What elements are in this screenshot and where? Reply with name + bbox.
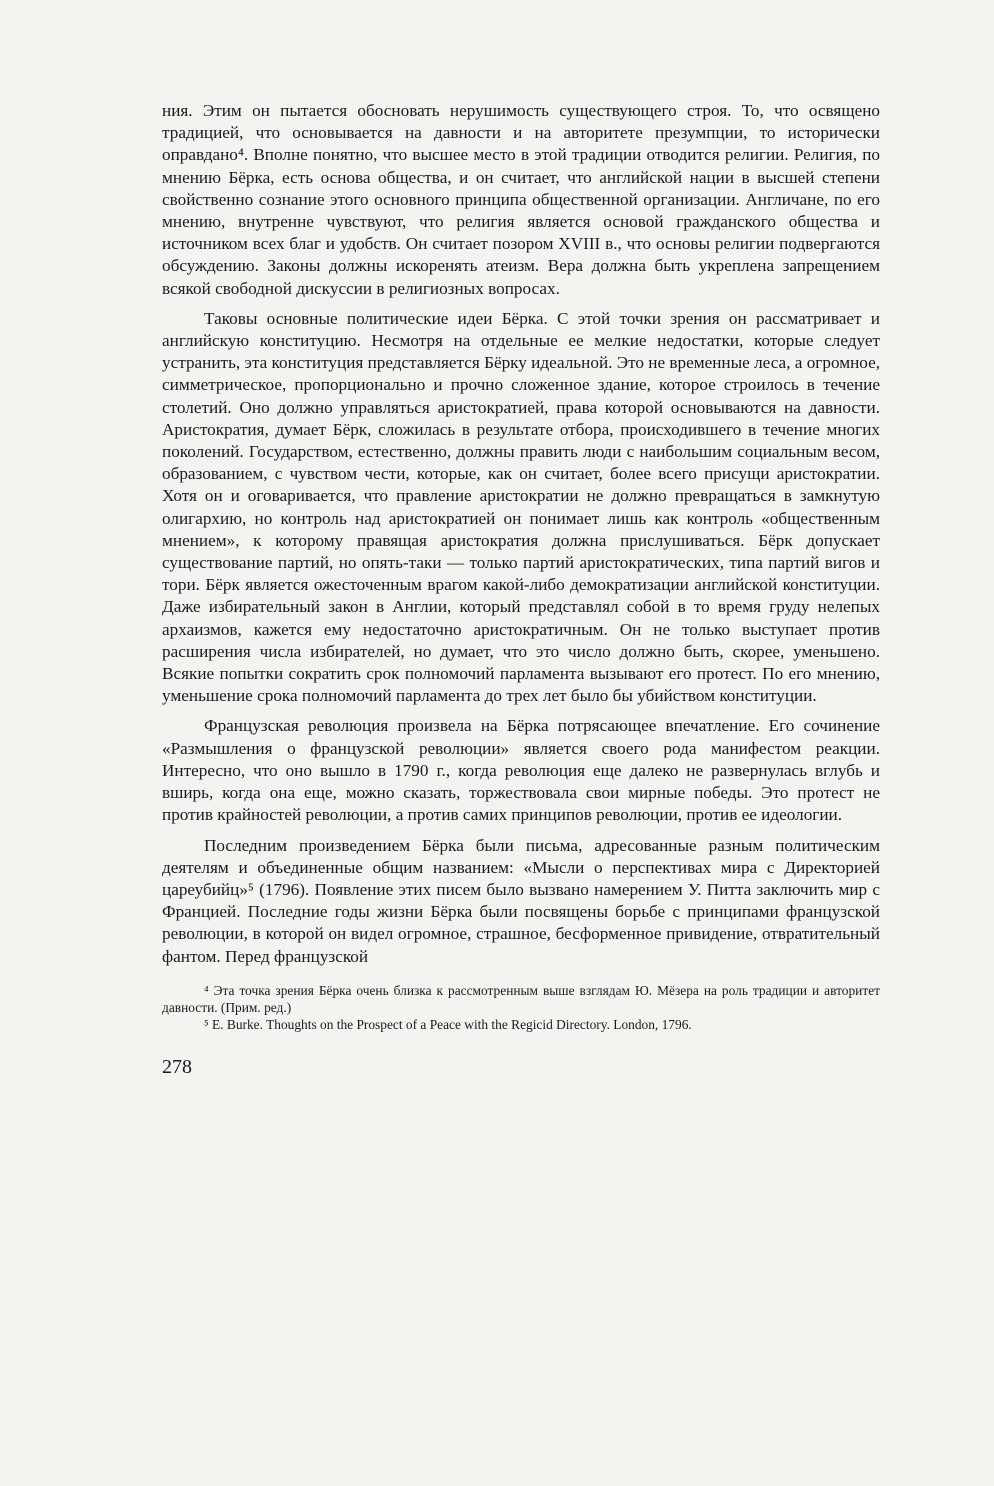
paragraph-2: Таковы основные политические идеи Бёрка. С этой точки зрения он рассматривает и английскую конституцию. Несмотря на отдельные ее мелкие недостатки, которые следует устранить, эта конституция представляется Бёрку идеальной. Это не временные леса, а огромное, симметрическое, пропорционально и прочно сложенное здание, которое строилось в течение столетий. Оно должно управляться аристократией, права которой основываются на давности. Аристократия, думает Бёрк, сложилась в результате отбора, происходившего в течение многих поколений. Государством, естественно, должны править люди с наибольшим социальным весом, образованием, с чувством чести, которые, как он считает, более всего присущи аристократии. Хотя он и оговаривается, что правление аристократии не должно превращаться в замкнутую олигархию, но контроль над аристократией он понимает лишь как контроль «общественным мнением», к которому правящая аристократия должна прислушиваться. Бёрк допускает существование партий, но опять-таки — только партий аристократических, типа партий вигов и тори. Бёрк является ожесточенным врагом какой-либо демократизации английской конституции. Даже избирательный закон в Англии, который представлял собой в то время груду нелепых архаизмов, кажется ему недостаточно аристократичным. Он не только выступает против расширения числа избирателей, но думает, что это число должно быть, скорее, уменьшено. Всякие попытки сократить срок полномочий парламента вызывают его протест. По его мнению, уменьшение срока полномочий парламента до трех лет было бы убийством конституции. xyxy=(162,308,881,706)
footnotes xyxy=(162,982,880,1033)
paragraph-1: ния. Этим он пытается обосновать нерушимость существующего строя. То, что освящено традицией, что основывается на давности и на авторитете презумпции, то исторически оправдано⁴. Вполне понятно, что высшее место в этой традиции отводится религии. Религия, по мнению Бёрка, есть основа общества, и он считает, что английской нации в высшей степени свойственно сознание этого основного принципа общественной организации. Англичане, по его мнению, внутренне чувствуют, что религия является основой гражданского общества и источником всех благ и удобств. Он считает позором XVIII в., что основы религии подвергаются обсуждению. Законы должны искоренять атеизм. Вера должна быть укреплена запрещением всякой свободной дискуссии в религиозных вопросах. xyxy=(162,101,880,298)
footnote-5: ⁵ E. Burke. Thoughts on the Prospect of a Peace with the Regicid Directory. London, 1796. xyxy=(204,1016,692,1032)
body-text xyxy=(162,100,880,1079)
paragraph-4: Последним произведением Бёрка были письма, адресованные разным политическим деятелям и объединенные общим названием: «Мысли о перспективах мира с Директорией цареубийц»⁵ (1796). Появление этих писем было вызвано намерением У. Питта заключить мир с Францией. Последние годы жизни Бёрка были посвящены борьбе с принципами французской революции, в которой он видел огромное, страшное, бесформенное привидение, отвратительный фантом. Перед французской xyxy=(162,835,880,966)
paragraph-3: Французская революция произвела на Бёрка потрясающее впечатление. Его сочинение «Размышления о французской революции» является своего рода манифестом реакции. Интересно, что оно вышло в 1790 г., когда революция еще далеко не развернулась вглубь и вширь, когда она еще, можно сказать, торжествовала свои мирные победы. Это протест не против крайностей революции, а против самих принципов революции, против ее идеологии. xyxy=(162,716,880,825)
footnote-4: ⁴ Эта точка зрения Бёрка очень близка к рассмотренным выше взглядам Ю. Мёзера на роль традиции и авторитет давности. (Прим. ред.) xyxy=(162,982,880,1015)
page-number: 278 xyxy=(162,1055,192,1078)
